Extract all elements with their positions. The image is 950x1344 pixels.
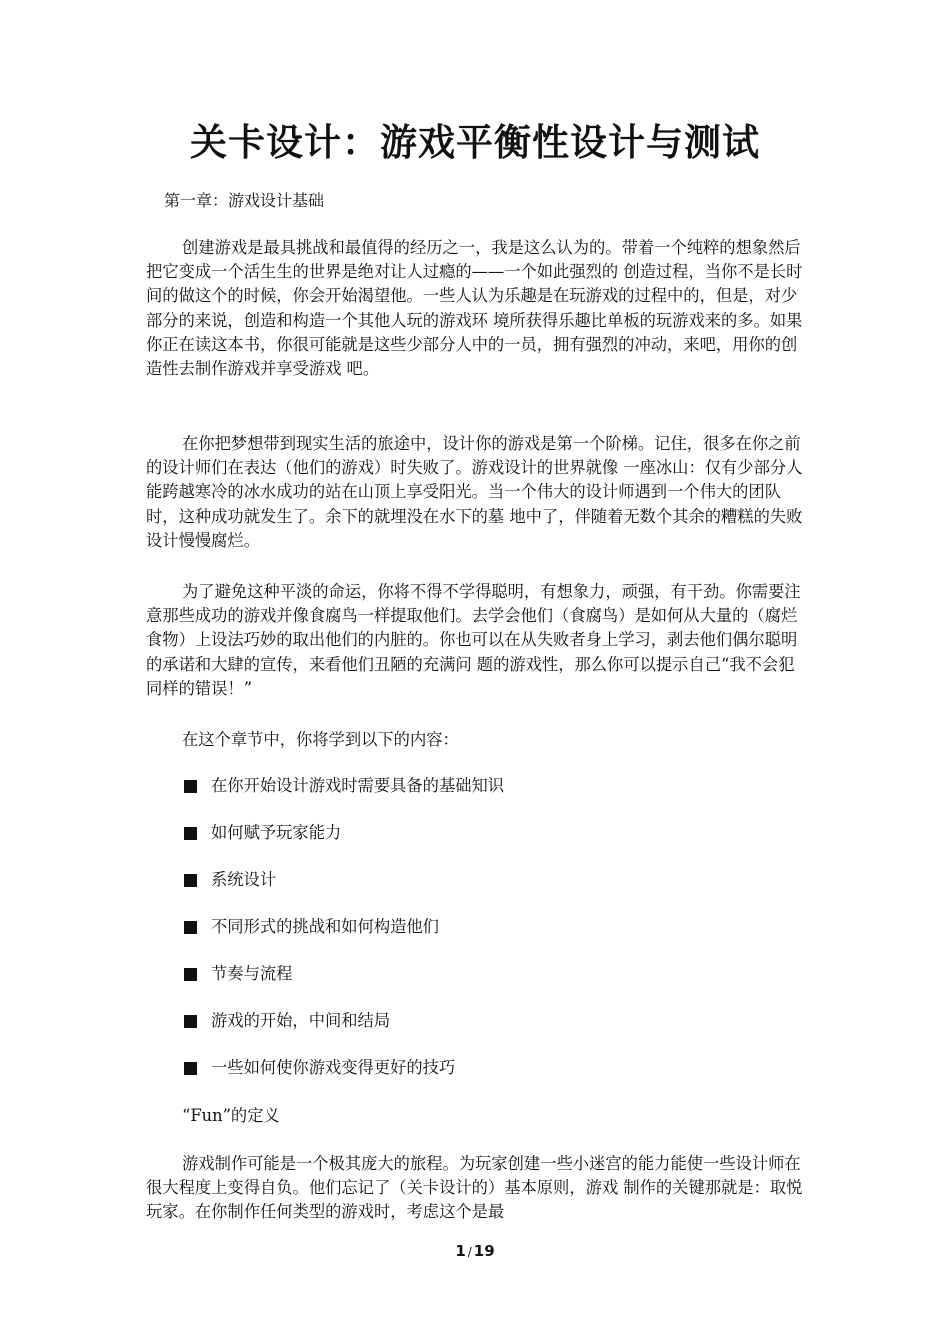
paragraph-3: 为了避免这种平淡的命运，你将不得不学得聪明，有想象力，顽强，有干劲。你需要注意那些成功的游戏并像食腐鸟一样提取他们。去学会他们（食腐鸟）是如何从大量的（腐烂食物）上设法巧妙的取出他们的内脏的。你也可以在从失败者身上学习，剥去他们偶尔聪明的承诺和大肆的宣传，来看他们丑陋的充满问 题的游戏性，那么你可以提示自己“我不会犯同样的错误！” <box>146 582 801 698</box>
square-bullet-icon <box>184 827 197 840</box>
square-bullet-icon <box>184 1062 197 1075</box>
section-heading: “Fun”的定义 <box>182 1106 280 1125</box>
bullet-item <box>184 962 292 986</box>
bullet-item <box>184 1009 390 1033</box>
bullet-item <box>184 1056 455 1080</box>
paragraph-1: 创建游戏是最具挑战和最值得的经历之一，我是这么认为的。带着一个纯粹的想象然后把它变成一个活生生的世界是绝对让人过瘾的——一个如此强烈的 创造过程，当你不是长时间的做这个的时候，你会开始渴望他。一些人认为乐趣是在玩游戏的过程中的，但是，对少部分的来说，创造和构造一个其他人玩的游戏环 境所获得乐趣比单板的玩游戏来的多。如果你正在读这本书，你很可能就是这些少部分人中的一员，拥有强烈的冲动，来吧，用你的创造性去制作游戏并享受游戏 吧。 <box>146 238 803 379</box>
square-bullet-icon <box>184 780 197 793</box>
bullet-text: 系统设计 <box>211 870 277 889</box>
square-bullet-icon <box>184 968 197 981</box>
bullet-text: 不同形式的挑战和如何构造他们 <box>211 917 439 936</box>
bullet-item <box>184 868 276 892</box>
square-bullet-icon <box>184 921 197 934</box>
closing-paragraph: 游戏制作可能是一个极其庞大的旅程。为玩家创建一些小迷宫的能力能使一些设计师在很大程度上变得自负。他们忘记了（关卡设计的）基本原则，游戏 制作的关键那就是：取悦玩家。在你制作任何类型的游戏时，考虑这个是最 <box>146 1154 803 1222</box>
bullet-item <box>184 915 439 939</box>
page-number-footer <box>0 1242 950 1260</box>
bullet-item <box>184 821 341 845</box>
square-bullet-icon <box>184 874 197 887</box>
page-separator: / <box>467 1245 472 1259</box>
bullet-text: 一些如何使你游戏变得更好的技巧 <box>211 1058 456 1077</box>
bullet-text: 如何赋予玩家能力 <box>211 823 342 842</box>
bullet-text: 在你开始设计游戏时需要具备的基础知识 <box>211 776 505 795</box>
chapter-heading: 第一章：游戏设计基础 <box>164 191 325 210</box>
square-bullet-icon <box>184 1015 197 1028</box>
current-page-number: 1 <box>455 1242 466 1260</box>
bullet-item <box>184 774 504 798</box>
bullet-text: 节奏与流程 <box>211 964 293 983</box>
list-intro: 在这个章节中，你将学到以下的内容： <box>182 730 459 749</box>
document-title: 关卡设计：游戏平衡性设计与测试 <box>190 120 760 164</box>
total-pages-number: 19 <box>473 1242 495 1260</box>
bullet-text: 游戏的开始，中间和结局 <box>211 1011 391 1030</box>
paragraph-2: 在你把梦想带到现实生活的旅途中，设计你的游戏是第一个阶梯。记住，很多在你之前的设计师们在表达（他们的游戏）时失败了。游戏设计的世界就像 一座冰山：仅有少部分人能跨越寒冷的冰水成功的站在山顶上享受阳光。当一个伟大的设计师遇到一个伟大的团队时，这种成功就发生了。余下的就埋没在水下的墓 地中了，伴随着无数个其余的糟糕的失败设计慢慢腐烂。 <box>146 434 803 550</box>
